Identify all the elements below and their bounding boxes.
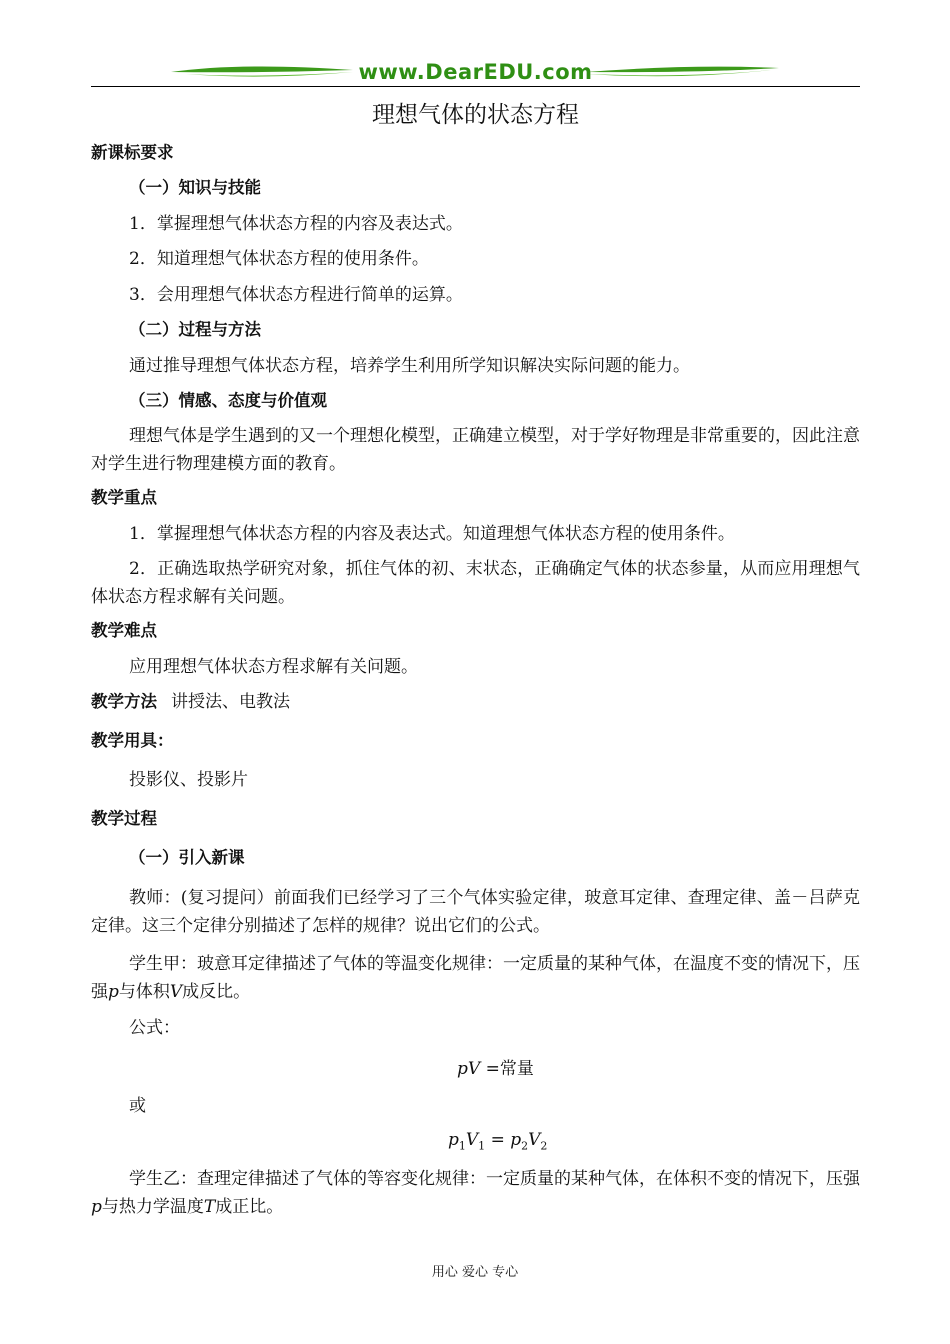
page-header (91, 58, 860, 90)
process-text: 通过推导理想气体状态方程，培养学生利用所学知识解决实际问题的能力。 (129, 356, 690, 376)
tools-text: 投影仪、投影片 (129, 770, 248, 790)
teaching-method-value: 讲授法、电教法 (171, 692, 290, 712)
subheading-intro: （一）引入新课 (129, 848, 245, 867)
heading-curriculum: 新课标要求 (91, 143, 174, 162)
values-paragraph: 理想气体是学生遇到的又一个理想化模型，正确建立模型，对于学好物理是非常重要的，因此注意对学生进行物理建模方面的教育。 (91, 426, 860, 474)
list-item: 2．正确选取热学研究对象，抓住气体的初、末状态，正确确定气体的状态参量，从而应用理想气体状态方程求解有关问题。 (91, 559, 860, 607)
list-item: 1．掌握理想气体状态方程的内容及表达式。知道理想气体状态方程的使用条件。 (129, 524, 735, 544)
heading-tools: 教学用具： (91, 731, 174, 750)
subheading-process: （二）过程与方法 (129, 320, 261, 339)
document-title: 理想气体的状态方程 (372, 102, 579, 128)
formula-boyle-states: $p_1V_1 = p_2V_2$ (448, 1130, 548, 1153)
difficulty-text: 应用理想气体状态方程求解有关问题。 (129, 657, 418, 677)
formula-label: 公式： (129, 1018, 180, 1038)
list-item: 2．知道理想气体状态方程的使用条件。 (129, 249, 429, 269)
teaching-method (91, 692, 290, 712)
teacher-paragraph: 教师：(复习提问）前面我们已经学习了三个气体实验定律，玻意耳定律、查理定律、盖－吕萨克定律。这三个定律分别描述了怎样的规律？说出它们的公式。 (91, 888, 860, 936)
subheading-values: （三）情感、态度与价值观 (129, 391, 327, 410)
list-item: 3．会用理想气体状态方程进行简单的运算。 (129, 285, 463, 305)
formula-boyle: pV =常量 (457, 1059, 534, 1079)
teaching-method-label: 教学方法 (91, 692, 157, 711)
heading-key-points: 教学重点 (91, 488, 157, 507)
student-a-paragraph: 学生甲：玻意耳定律描述了气体的等温变化规律：一定质量的某种气体，在温度不变的情况下，压强p与体积V成反比。 (91, 954, 860, 1002)
heading-process: 教学过程 (91, 809, 157, 828)
student-b-paragraph: 学生乙：查理定律描述了气体的等容变化规律：一定质量的某种气体，在体积不变的情况下，压强p与热力学温度T成正比。 (91, 1169, 860, 1217)
heading-difficulty: 教学难点 (91, 621, 157, 640)
list-item: 1．掌握理想气体状态方程的内容及表达式。 (129, 214, 463, 234)
subheading-knowledge: （一）知识与技能 (129, 178, 261, 197)
site-logo-text: www.DearEDU.com (358, 60, 593, 84)
header-rule (91, 86, 860, 87)
page-footer: 用心 爱心 专心 (431, 1265, 519, 1280)
or-text: 或 (129, 1096, 146, 1116)
